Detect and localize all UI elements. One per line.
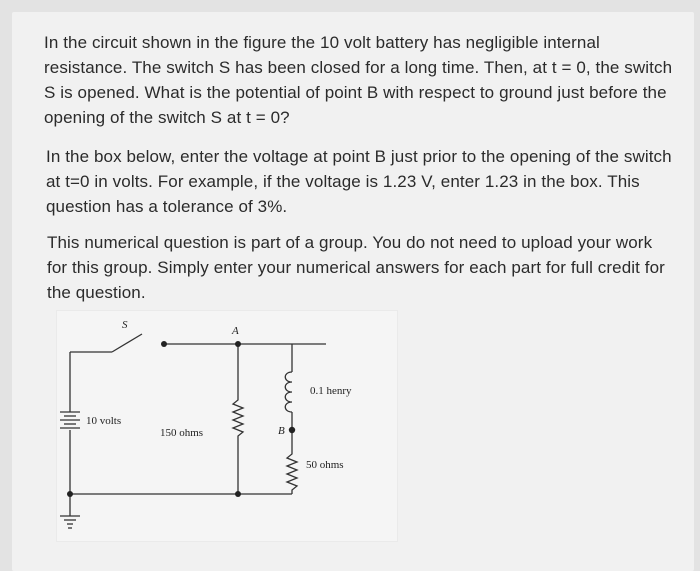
resistor-150-icon: [233, 396, 243, 440]
switch-contact-node: [161, 341, 167, 347]
point-a-label: A: [232, 325, 239, 337]
inductor-icon: [285, 372, 292, 412]
node-ground: [67, 491, 73, 497]
battery-icon: [60, 412, 80, 428]
switch-blade: [112, 334, 142, 352]
resistor-50-icon: [287, 450, 297, 494]
resistor-50-label: 50 ohms: [306, 459, 344, 471]
ground-icon: [60, 516, 80, 528]
inductor-label: 0.1 henry: [310, 385, 352, 397]
question-paragraph-2: In the box below, enter the voltage at point B just prior to the opening of the switch at t=0 in volts. For example, if the voltage is 1.23 V, enter 1.23 in the box. This question has a tolerance of 3%.: [46, 147, 672, 216]
switch-label: S: [122, 319, 128, 331]
point-b-label: B: [278, 425, 285, 437]
question-paragraph-3: This numerical question is part of a group. You do not need to upload your work for this group. Simply enter your numerical answers for each part for full credit for the question.: [47, 233, 665, 302]
circuit-diagram: [56, 310, 398, 542]
question-paragraph-1: In the circuit shown in the figure the 10 volt battery has negligible internal resistance. The switch S has been closed for a long time. Then, at t = 0, the switch S is opened. What is the potential of point B with respect to ground just before the opening of the switch S at t = 0?: [44, 33, 673, 127]
node-b: [289, 427, 295, 433]
battery-label: 10 volts: [86, 415, 122, 427]
circuit-figure: [56, 310, 398, 542]
node-bottom-mid: [235, 491, 241, 497]
node-a: [235, 341, 241, 347]
resistor-150-label: 150 ohms: [160, 427, 204, 439]
